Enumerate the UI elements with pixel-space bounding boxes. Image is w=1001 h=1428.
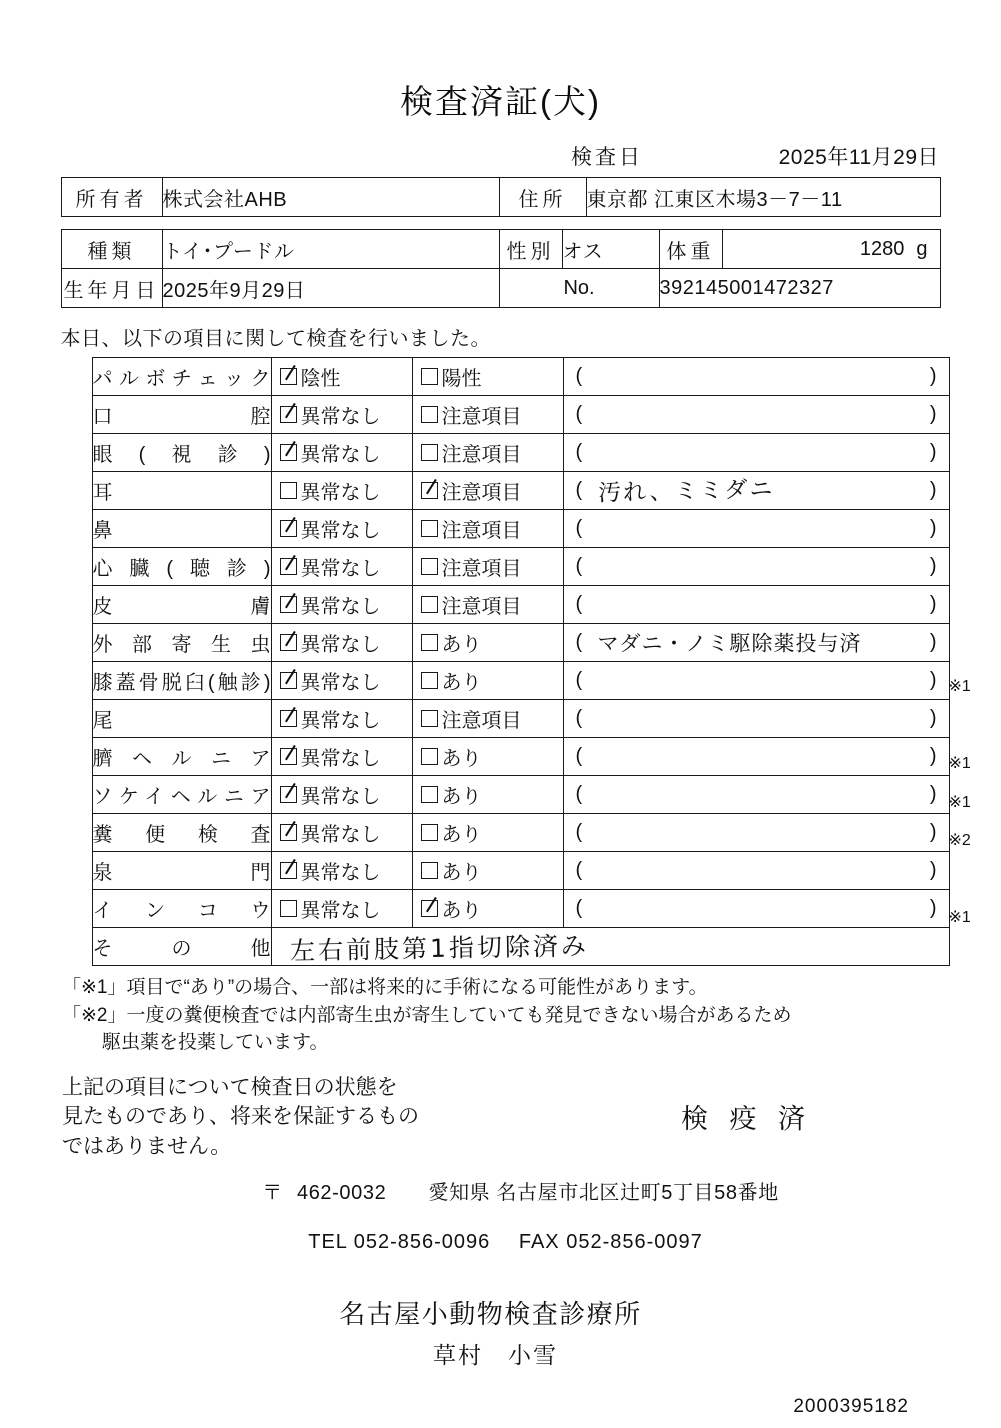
option-2-14-cell[interactable] (412, 890, 563, 928)
weight-unit: g (916, 237, 928, 260)
owner-value: 株式会社AHB (162, 178, 499, 217)
option-2-14-label: あり (441, 900, 482, 922)
option-1-2-checkbox[interactable] (280, 444, 297, 461)
sex-label: 性別 (499, 230, 562, 269)
option-1-14-checkbox[interactable] (280, 900, 297, 917)
option-2-13-cell[interactable] (412, 852, 563, 890)
table-row (92, 396, 949, 434)
note-paren-right: ) (929, 782, 937, 805)
table-row (92, 700, 949, 738)
inspection-note-cell[interactable] (563, 624, 949, 662)
other-row-value: 左右前肢第1指切除済み (289, 930, 589, 965)
option-1-7-cell[interactable] (271, 624, 412, 662)
note-paren-right: ) (929, 858, 937, 881)
option-2-0-checkbox[interactable] (421, 368, 438, 385)
option-1-5-checkbox[interactable] (280, 558, 297, 575)
inspection-item-name: 鼻 (92, 510, 271, 548)
option-2-9-label: 注意項目 (441, 710, 522, 732)
inspection-item-name: 膝蓋骨脱臼(触診) (92, 662, 271, 700)
option-2-0-cell[interactable] (412, 358, 563, 396)
option-2-12-cell[interactable] (412, 814, 563, 852)
footnotes (62, 974, 962, 1057)
inspection-note-cell[interactable] (563, 396, 949, 434)
option-1-8-cell[interactable] (271, 662, 412, 700)
breed-value: トイ･プードル (162, 230, 499, 269)
note-paren-left: ( (575, 706, 583, 729)
table-row (92, 624, 949, 662)
option-1-5-cell[interactable] (271, 548, 412, 586)
option-2-4-cell[interactable] (412, 510, 563, 548)
other-row-label: その他 (92, 928, 271, 966)
inspection-note-cell[interactable] (563, 358, 949, 396)
option-2-1-checkbox[interactable] (421, 406, 438, 423)
clinic-tel: TEL 052-856-0096 (308, 1231, 491, 1254)
intro-text: 本日、以下の項目に関して検査を行いました。 (60, 328, 491, 350)
disclaimer-line-2: 見たものであり、将来を保証するもの (62, 1105, 419, 1129)
option-1-0-cell[interactable] (271, 358, 412, 396)
table-row (92, 852, 949, 890)
table-row (92, 510, 949, 548)
option-2-5-cell[interactable] (412, 548, 563, 586)
option-2-5-label: 注意項目 (441, 558, 522, 580)
option-1-6-cell[interactable] (271, 586, 412, 624)
clinic-fax: FAX 052-856-0097 (518, 1231, 703, 1254)
option-1-3-cell[interactable] (271, 472, 412, 510)
note-paren-right: ) (929, 440, 937, 463)
veterinarian-name: 草村 小雪 (433, 1342, 558, 1369)
page-title: 検査済証(犬) (400, 83, 601, 120)
no-label: No. (499, 269, 659, 308)
table-row (92, 814, 949, 852)
birthdate-row (61, 269, 940, 308)
option-1-13-label: 異常なし (300, 862, 381, 884)
note-paren-left: ( (575, 402, 583, 425)
option-1-2-label: 異常なし (300, 444, 381, 466)
note-paren-right: ) (929, 592, 937, 615)
table-row (92, 662, 949, 700)
option-2-1-label: 注意項目 (441, 406, 522, 428)
table-row (92, 548, 949, 586)
option-2-14-checkbox[interactable] (421, 900, 438, 917)
note-paren-right: ) (929, 364, 937, 387)
note-paren-left: ( (575, 440, 583, 463)
option-1-5-label: 異常なし (300, 558, 381, 580)
footnote-2-line1: 「※2」一度の糞便検査では内部寄生虫が寄生していても発見できない場合があるため (62, 1004, 792, 1026)
footnote-marker: ※1 (948, 677, 971, 695)
note-paren-left: ( (575, 554, 583, 577)
note-paren-left: ( (575, 478, 583, 501)
option-1-2-cell[interactable] (271, 434, 412, 472)
disclaimer-line-1: 上記の項目について検査日の状態を (62, 1075, 398, 1099)
option-1-0-label: 陰性 (300, 368, 341, 390)
inspection-note-cell[interactable] (563, 548, 949, 586)
clinic-contact-line (0, 1231, 1001, 1254)
note-paren-left: ( (575, 782, 583, 805)
option-2-3-label: 注意項目 (441, 482, 522, 504)
option-2-8-cell[interactable] (412, 662, 563, 700)
option-2-12-label: あり (441, 824, 482, 846)
option-1-12-checkbox[interactable] (280, 824, 297, 841)
sex-value: オス (562, 230, 659, 269)
option-1-9-checkbox[interactable] (280, 710, 297, 727)
option-1-11-cell[interactable] (271, 776, 412, 814)
option-1-7-checkbox[interactable] (280, 634, 297, 651)
inspection-item-name: 耳 (92, 472, 271, 510)
option-1-12-cell[interactable] (271, 814, 412, 852)
inspection-note-cell[interactable] (563, 852, 949, 890)
note-paren-left: ( (575, 516, 583, 539)
footnote-marker: ※1 (948, 793, 971, 811)
option-2-7-label: あり (441, 634, 482, 656)
postal-code: 462-0032 (296, 1182, 387, 1205)
birthdate-label: 生年月日 (61, 269, 162, 308)
clinic-address: 愛知県 名古屋市北区辻町5丁目58番地 (428, 1182, 779, 1205)
option-2-2-label: 注意項目 (441, 444, 522, 466)
note-paren-right: ) (929, 668, 937, 691)
inspection-item-name: 外部寄生虫 (92, 624, 271, 662)
option-2-3-cell[interactable] (412, 472, 563, 510)
option-1-4-label: 異常なし (300, 520, 381, 542)
inspection-item-name: 臍ヘルニア (92, 738, 271, 776)
note-paren-left: ( (575, 364, 583, 387)
weight-value: 1280 (859, 237, 905, 260)
option-1-11-checkbox[interactable] (280, 786, 297, 803)
inspection-table (92, 357, 950, 966)
option-1-6-checkbox[interactable] (280, 596, 297, 613)
note-paren-left: ( (575, 668, 583, 691)
inspection-note-cell[interactable] (563, 814, 949, 852)
owner-label: 所有者 (61, 178, 162, 217)
inspection-note-cell[interactable] (563, 662, 949, 700)
option-1-3-checkbox[interactable] (280, 482, 297, 499)
note-paren-right: ) (929, 516, 937, 539)
option-1-0-checkbox[interactable] (280, 368, 297, 385)
inspection-note-text: 汚れ、ミミダニ (597, 475, 775, 507)
footnote-1: 「※1」項目で“あり”の場合、一部は将来的に手術になる可能性があります。 (62, 977, 708, 998)
no-value: 392145001472327 (659, 269, 940, 308)
address-value: 東京都 江東区木場3－7－11 (586, 178, 940, 217)
disclaimer-line-3: ではありません。 (62, 1135, 232, 1159)
footnote-2-line2: 駆虫薬を投薬しています。 (102, 1032, 329, 1054)
table-row (92, 358, 949, 396)
inspection-item-name: パルボチェック (92, 358, 271, 396)
inspection-date-row (0, 141, 939, 171)
inspection-item-name: 眼(視診) (92, 434, 271, 472)
table-row (92, 890, 949, 928)
option-1-9-label: 異常なし (300, 710, 381, 732)
weight-label: 体重 (659, 230, 722, 269)
table-row (92, 738, 949, 776)
option-2-12-checkbox[interactable] (421, 824, 438, 841)
note-paren-right: ) (929, 478, 937, 501)
inspection-item-name: ソケイヘルニア (92, 776, 271, 814)
footnote-marker: ※1 (948, 755, 971, 772)
inspection-date-value: 2025年11月29日 (778, 146, 939, 169)
option-2-11-label: あり (441, 786, 482, 808)
quarantine-stamp: 検 疫 済 (680, 1103, 812, 1134)
option-2-7-cell[interactable] (412, 624, 563, 662)
breed-label: 種類 (61, 230, 162, 269)
option-1-4-cell[interactable] (271, 510, 412, 548)
inspection-note-text: マダニ・ノミ駆除薬投与済 (597, 631, 862, 655)
disclaimer-text (62, 1073, 482, 1162)
option-2-8-checkbox[interactable] (421, 672, 438, 689)
option-1-1-checkbox[interactable] (280, 406, 297, 423)
owner-row (61, 178, 940, 217)
option-1-6-label: 異常なし (300, 596, 381, 618)
inspection-note-cell[interactable] (563, 472, 949, 510)
table-row (92, 472, 949, 510)
other-row-value-cell[interactable] (271, 928, 949, 966)
footnote-marker: ※2 (948, 832, 971, 850)
note-paren-left: ( (575, 858, 583, 881)
option-2-6-label: 注意項目 (441, 596, 522, 618)
option-2-11-checkbox[interactable] (421, 786, 438, 803)
owner-table (61, 177, 941, 217)
option-1-10-checkbox[interactable] (280, 748, 297, 765)
note-paren-left: ( (575, 592, 583, 615)
note-paren-left: ( (575, 896, 583, 919)
note-paren-right: ) (929, 554, 937, 577)
inspection-item-name: インコウ (92, 890, 271, 928)
birthdate-value: 2025年9月29日 (162, 269, 499, 308)
option-1-14-label: 異常なし (300, 900, 381, 922)
inspection-item-name: 心臓(聴診) (92, 548, 271, 586)
inspection-item-name: 糞便検査 (92, 814, 271, 852)
option-2-4-checkbox[interactable] (421, 520, 438, 537)
option-2-13-label: あり (441, 862, 482, 884)
option-1-13-checkbox[interactable] (280, 862, 297, 879)
option-1-8-label: 異常なし (300, 672, 381, 694)
inspection-item-name: 皮膚 (92, 586, 271, 624)
option-2-10-checkbox[interactable] (421, 748, 438, 765)
option-2-9-checkbox[interactable] (421, 710, 438, 727)
option-2-2-checkbox[interactable] (421, 444, 438, 461)
option-2-10-label: あり (441, 748, 482, 770)
breed-row (61, 230, 940, 269)
note-paren-right: ) (929, 820, 937, 843)
inspection-note-cell[interactable] (563, 776, 949, 814)
postal-mark-icon: 〒 (262, 1182, 283, 1205)
note-paren-right: ) (929, 402, 937, 425)
note-paren-left: ( (575, 630, 583, 653)
address-label: 住所 (499, 178, 586, 217)
footnote-marker: ※1 (948, 909, 971, 927)
option-1-9-cell[interactable] (271, 700, 412, 738)
option-2-13-checkbox[interactable] (421, 862, 438, 879)
note-paren-right: ) (929, 744, 937, 767)
option-2-5-checkbox[interactable] (421, 558, 438, 575)
note-paren-right: ) (929, 896, 937, 919)
inspection-note-cell[interactable] (563, 700, 949, 738)
disclaimer-block (62, 1073, 942, 1162)
option-1-3-label: 異常なし (300, 482, 381, 504)
note-paren-left: ( (575, 744, 583, 767)
option-2-2-cell[interactable] (412, 434, 563, 472)
note-paren-right: ) (929, 630, 937, 653)
note-paren-left: ( (575, 820, 583, 843)
inspection-item-name: 尾 (92, 700, 271, 738)
option-1-8-checkbox[interactable] (280, 672, 297, 689)
table-row (92, 586, 949, 624)
option-2-10-cell[interactable] (412, 738, 563, 776)
inspection-note-cell[interactable] (563, 586, 949, 624)
table-row (92, 434, 949, 472)
table-row (92, 776, 949, 814)
inspection-item-name: 泉門 (92, 852, 271, 890)
animal-info-table (61, 229, 941, 308)
inspection-table-wrap (31, 357, 971, 966)
option-2-1-cell[interactable] (412, 396, 563, 434)
option-2-11-cell[interactable] (412, 776, 563, 814)
option-1-1-label: 異常なし (300, 406, 381, 428)
option-1-14-cell[interactable] (271, 890, 412, 928)
clinic-name: 名古屋小動物検査診療所 (339, 1299, 642, 1330)
option-2-3-checkbox[interactable] (421, 482, 438, 499)
weight-cell (722, 230, 940, 269)
serial-number: 2000395182 (793, 1396, 909, 1418)
option-1-11-label: 異常なし (300, 786, 381, 808)
option-1-7-label: 異常なし (300, 634, 381, 656)
inspection-note-cell[interactable] (563, 510, 949, 548)
option-2-9-cell[interactable] (412, 700, 563, 738)
inspection-note-cell[interactable] (563, 890, 949, 928)
inspection-note-cell[interactable] (563, 738, 949, 776)
inspection-date-label: 検査日 (571, 146, 643, 169)
option-2-4-label: 注意項目 (441, 520, 522, 542)
option-1-10-label: 異常なし (300, 748, 381, 770)
other-row (92, 928, 949, 966)
option-2-6-checkbox[interactable] (421, 596, 438, 613)
option-1-4-checkbox[interactable] (280, 520, 297, 537)
option-1-13-cell[interactable] (271, 852, 412, 890)
note-paren-right: ) (929, 706, 937, 729)
option-2-8-label: あり (441, 672, 482, 694)
option-2-6-cell[interactable] (412, 586, 563, 624)
option-1-1-cell[interactable] (271, 396, 412, 434)
option-2-0-label: 陽性 (441, 368, 482, 390)
inspection-note-cell[interactable] (563, 434, 949, 472)
option-2-7-checkbox[interactable] (421, 634, 438, 651)
inspection-item-name: 口腔 (92, 396, 271, 434)
option-1-12-label: 異常なし (300, 824, 381, 846)
clinic-address-line (0, 1176, 1001, 1205)
option-1-10-cell[interactable] (271, 738, 412, 776)
